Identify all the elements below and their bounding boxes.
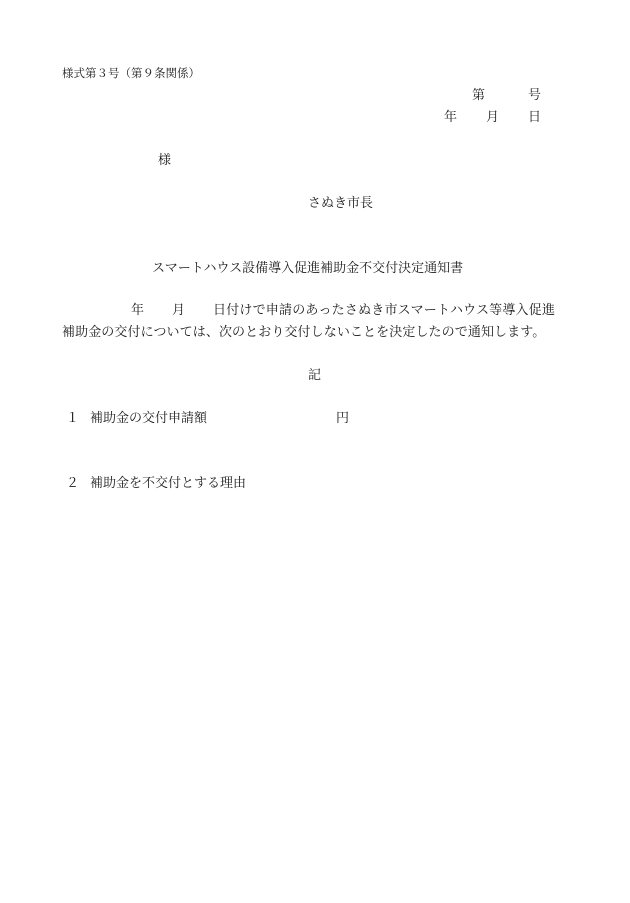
body-year-label: 年 xyxy=(131,303,145,318)
item-1-unit: 円 xyxy=(336,411,350,426)
body-month-label: 月 xyxy=(172,303,186,318)
document-number-prefix: 第 xyxy=(472,88,486,103)
addressee-honorific: 様 xyxy=(158,153,172,168)
item-2-number: ２ xyxy=(66,476,80,491)
date-month-label: 月 xyxy=(486,110,500,125)
date-day-label: 日 xyxy=(528,110,542,125)
sender-name: さぬき市長 xyxy=(308,196,374,211)
document-number-suffix: 号 xyxy=(528,88,542,103)
date-year-label: 年 xyxy=(444,110,458,125)
ki-heading: 記 xyxy=(308,368,322,383)
item-2-label: 補助金を不交付とする理由 xyxy=(90,476,247,491)
form-number: 様式第３号（第９条関係） xyxy=(62,66,200,80)
item-1-number: １ xyxy=(66,411,80,426)
item-1-label: 補助金の交付申請額 xyxy=(90,411,208,426)
body-text-line-2: 補助金の交付については、次のとおり交付しないことを決定したので通知します。 xyxy=(62,325,546,340)
document-title: スマートハウス設備導入促進補助金不交付決定通知書 xyxy=(152,261,464,276)
body-text-line-1: 日付けで申請のあったさぬき市スマートハウス等導入促進 xyxy=(213,303,556,318)
